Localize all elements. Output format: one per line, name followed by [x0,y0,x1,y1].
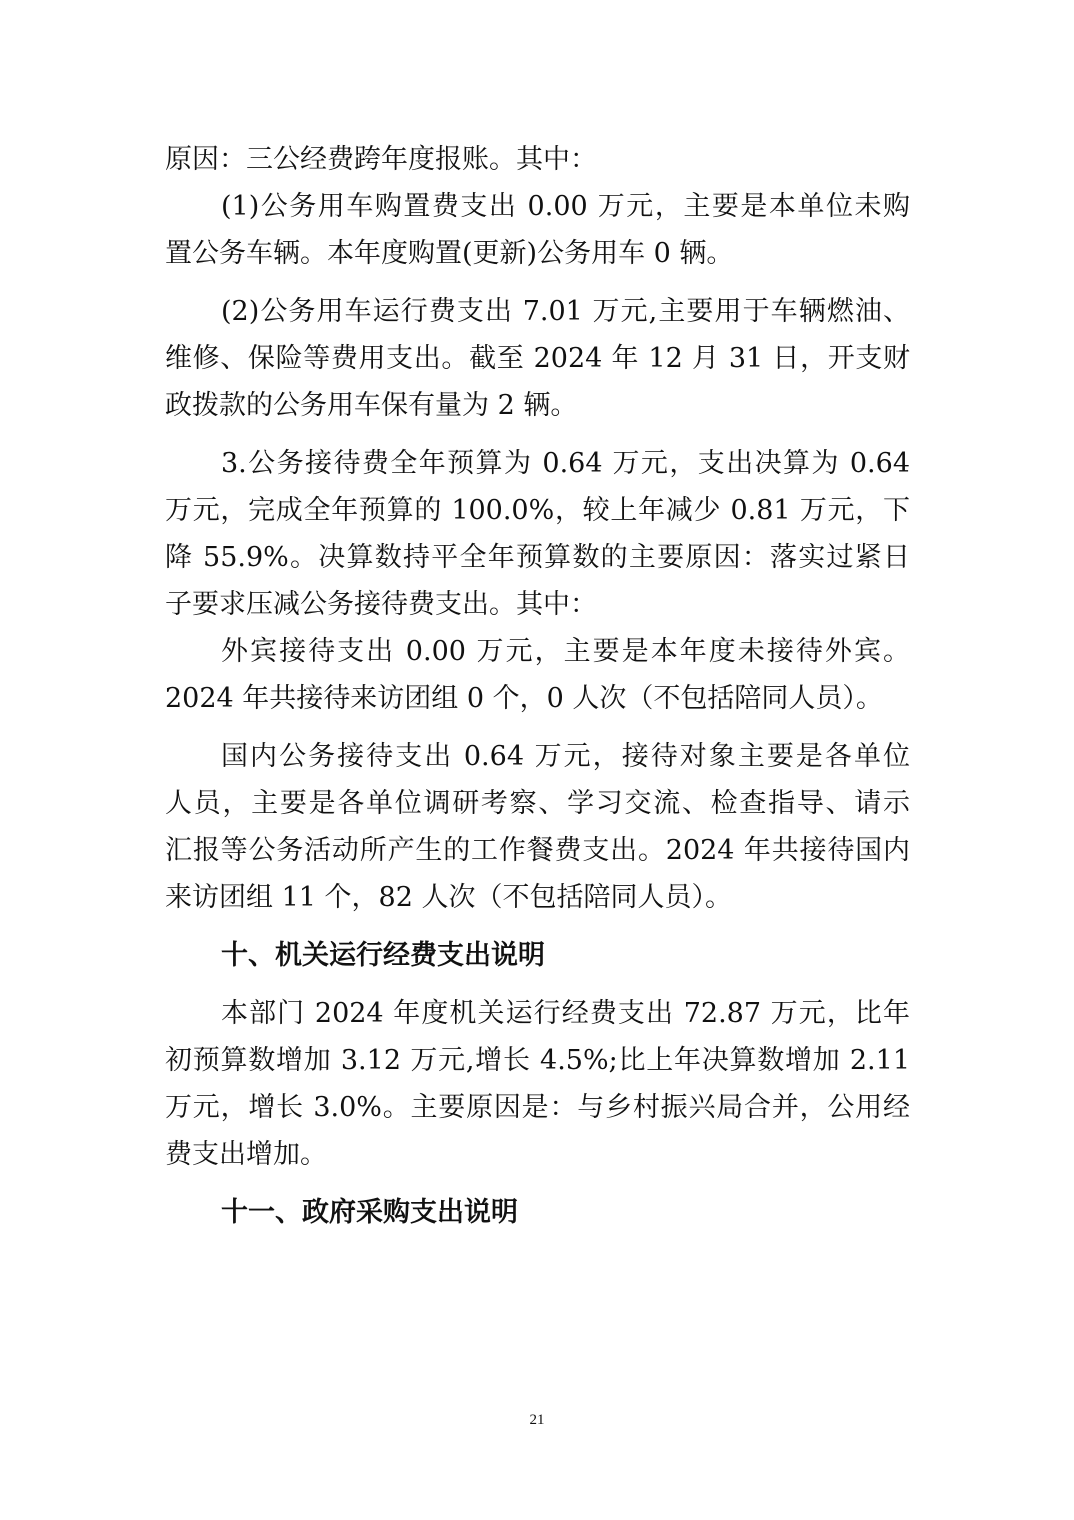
section-heading: 十一、政府采购支出说明 [221,1197,518,1228]
paragraph-gap [165,1178,910,1189]
page-number: 21 [529,1412,545,1428]
paragraph-line: 万元，增长 3.0%。主要原因是：与乡村振兴局合并，公用经 [165,1092,910,1123]
paragraph-line: (2)公务用车运行费支出 7.01 万元,主要用于车辆燃油、 [221,296,910,327]
paragraph-line: 本部门 2024 年度机关运行经费支出 72.87 万元，比年 [221,998,910,1029]
paragraph-line: 费支出增加。 [165,1139,327,1170]
paragraph-line: 3.公务接待费全年预算为 0.64 万元，支出决算为 0.64 [221,448,910,479]
paragraph-gap [165,921,910,932]
paragraph-gap [165,979,910,990]
paragraph-line: 维修、保险等费用支出。截至 2024 年 12 月 31 日，开支财 [165,343,910,374]
paragraph-line: 外宾接待支出 0.00 万元，主要是本年度未接待外宾。 [221,636,910,667]
paragraph-line: 原因：三公经费跨年度报账。其中： [165,144,597,175]
paragraph-line: 置公务车辆。本年度购置(更新)公务用车 0 辆。 [165,238,734,269]
document-body [165,136,910,1236]
paragraph-line: 2024 年共接待来访团组 0 个，0 人次（不包括陪同人员）。 [165,683,883,714]
paragraph-line: (1)公务用车购置费支出 0.00 万元，主要是本单位未购 [221,191,910,222]
section-heading: 十、机关运行经费支出说明 [221,940,545,971]
paragraph-gap [165,429,910,440]
paragraph-gap [165,722,910,733]
paragraph-line: 子要求压减公务接待费支出。其中： [165,589,597,620]
paragraph-line: 人员，主要是各单位调研考察、学习交流、检查指导、请示 [165,788,910,819]
paragraph-line: 国内公务接待支出 0.64 万元，接待对象主要是各单位 [221,741,910,772]
paragraph-line: 降 55.9%。决算数持平全年预算数的主要原因：落实过紧日 [165,542,910,573]
paragraph-line: 万元，完成全年预算的 100.0%，较上年减少 0.81 万元，下 [165,495,910,526]
paragraph-line: 初预算数增加 3.12 万元,增长 4.5%;比上年决算数增加 2.11 [165,1045,910,1076]
paragraph-line: 政拨款的公务用车保有量为 2 辆。 [165,390,578,421]
paragraph-line: 汇报等公务活动所产生的工作餐费支出。2024 年共接待国内 [165,835,910,866]
paragraph-line: 来访团组 11 个，82 人次（不包括陪同人员）。 [165,882,732,913]
paragraph-gap [165,277,910,288]
